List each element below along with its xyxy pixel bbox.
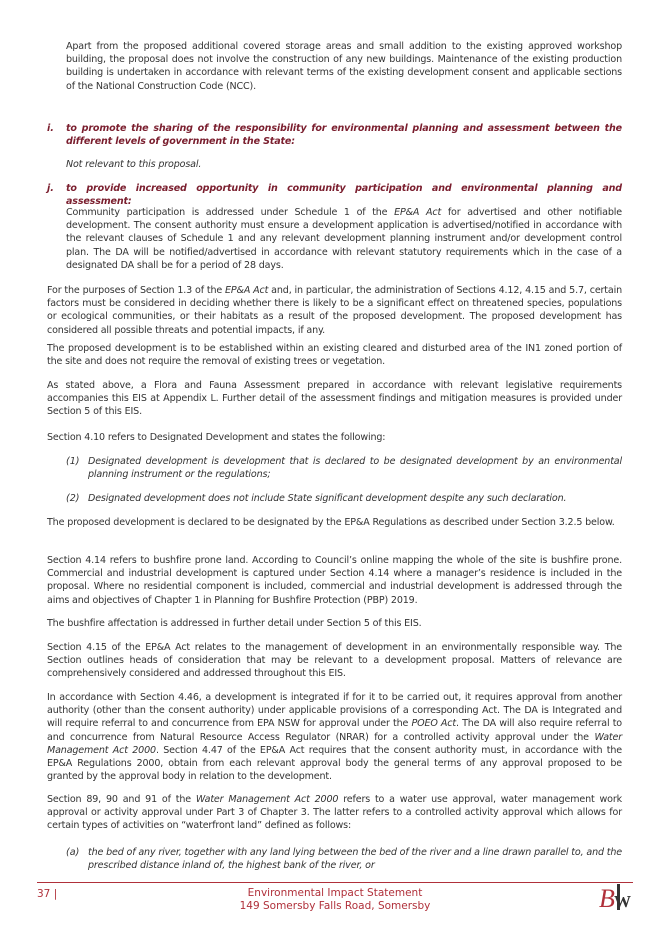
heading-j-text: to provide increased opportunity in community participation and environmental planning and assessment: xyxy=(66,183,622,208)
paragraph-text: The bushfire affectation is addressed in further detail under Section 5 of this EIS. xyxy=(47,618,422,629)
definition-item-label: (a) xyxy=(66,847,80,858)
text-run: For the purposes of Section 1.3 of the xyxy=(47,285,226,296)
heading-j-label: j. xyxy=(47,183,54,194)
text-run: refers to a water use approval, water management work approval or activity approval under Part 3 of Chapter 3. The latter refers to a controlled activity approval which allows for certain types of activities on “waterfront land” defined as follows: xyxy=(47,794,622,832)
text-run: and, in particular, the administration of Sections 4.12, 4.15 and 5.7, certain factors must be considered in deciding whether there is likely to be a significant effect on threatened species, populations or ecological communities, or their habitats as a result of the proposed development. The proposed development has considered all possible threats and potential impacts, if any. xyxy=(47,285,623,336)
quote-item-label: (1) xyxy=(66,456,80,467)
act-name: EP&A Act xyxy=(394,207,442,218)
paragraph-text: Section 4.14 refers to bushfire prone land. According to Council’s online mapping the whole of the site is bushfire prone. Commercial and industrial development is captured under Section 4.14 where a manager’s residence is included in the proposal. Where no residential component is included, commercial and industrial development is addressed through the aims and objectives of Chapter 1 in Planning for Bushfire Protection (PBP) 2019. xyxy=(47,555,622,606)
heading-i-label: i. xyxy=(47,123,54,134)
logo-letter-b: B xyxy=(599,884,615,913)
paragraph-in1-zone xyxy=(47,342,622,368)
page-number: 37 | xyxy=(37,888,58,900)
text-run: for advertised and other notifiable development. The consent authority must ensure a development application is advertised/notified in accordance with the relevant clauses of Schedule 1 and any relevant development planning instrument and/or development control plan. The DA will be notified/advertised in accordance with relevant statutory requirements which in the case of a designated DA shall be for a period of 28 days. xyxy=(66,207,622,271)
text-run: . Section 4.47 of the EP&A Act requires that the consent authority must, in accordance with the EP&A Regulations 2000, obtain from each relevant approval body the general terms of any approval proposed to be granted by the approval body in relation to the development. xyxy=(47,744,622,783)
paragraph-text: As stated above, a Flora and Fauna Assessment prepared in accordance with relevant legislative requirements accompanies this EIS at Appendix L. Further detail of the assessment findings and mitigation measures is provided under Section 5 of this EIS. xyxy=(47,380,622,418)
paragraph-text: Section 4.10 refers to Designated Development and states the following: xyxy=(47,432,386,443)
definition-item-text: the bed of any river, together with any land lying between the bed of the river and a line drawn parallel to, and the prescribed distance inland of, the highest bank of the river, or xyxy=(88,847,622,872)
text-run: In accordance with Section 4.46, a development is integrated if for it to be carried out, it requires approval from another authority (other than the consent authority) under applicable provisions of a corresponding Act. The DA is Integrated and will require referral to and concurrence from EPA NSW for approval under the xyxy=(47,692,622,730)
footer-title-block xyxy=(185,887,485,912)
paragraph-not-relevant xyxy=(66,158,622,171)
paragraph-section-4-46 xyxy=(47,691,622,783)
paragraph-designated xyxy=(47,516,622,529)
paragraph-bushfire xyxy=(47,617,622,630)
heading-i-text: to promote the sharing of the responsibility for environmental planning and assessment between the different levels of government in the State: xyxy=(66,123,622,148)
footer-divider xyxy=(37,882,633,883)
logo-letter-w: W xyxy=(614,892,631,911)
paragraph-text xyxy=(47,691,622,783)
paragraph-text: The proposed development is declared to be designated by the EP&A Regulations as described under Section 3.2.5 below. xyxy=(47,517,615,528)
paragraph-text: Not relevant to this proposal. xyxy=(66,159,202,170)
act-name: POEO Act xyxy=(411,718,456,730)
footer-title: Environmental Impact Statement xyxy=(247,887,423,899)
paragraph-storage-areas xyxy=(66,40,622,93)
paragraph-community-participation xyxy=(66,206,622,272)
text-run: Section 89, 90 and 91 of the xyxy=(47,794,196,805)
quote-item-text: Designated development does not include State significant development despite any such declaration. xyxy=(88,493,567,504)
paragraph-text: The proposed development is to be established within an existing cleared and disturbed area of the IN1 zoned portion of the site and does not require the removal of existing trees or vegetation. xyxy=(47,343,622,368)
company-logo xyxy=(598,880,634,914)
text-run: Community participation is addressed under Schedule 1 of the xyxy=(66,207,395,218)
paragraph-text xyxy=(47,284,622,337)
paragraph-section-4-15 xyxy=(47,641,622,681)
paragraph-section-1-3 xyxy=(47,284,622,337)
quote-item-text: Designated development is development that is declared to be designated development by an environmental planning instrument or the regulations; xyxy=(88,456,622,481)
act-name: Water Management Act 2000 xyxy=(195,794,339,805)
paragraph-section-4-14 xyxy=(47,554,622,607)
paragraph-text xyxy=(47,793,622,833)
act-name: EP&A Act xyxy=(225,285,269,296)
paragraph-text: Section 4.15 of the EP&A Act relates to the management of development in an environmentally responsible way. The Section outlines heads of consideration that may be relevant to a development proposal. Matters of relevance are comprehensively considered and addressed throughout this EIS. xyxy=(47,642,622,680)
text-run: . The DA will also require referral to and concurrence from Natural Resource Access Regulator (NRAR) for a controlled activity approval under the xyxy=(47,718,622,743)
paragraph-text xyxy=(66,206,622,272)
paragraph-section-89 xyxy=(47,793,622,833)
paragraph-flora-fauna xyxy=(47,379,622,419)
quote-item-label: (2) xyxy=(66,493,80,504)
paragraph-text: Apart from the proposed additional covered storage areas and small addition to the existing approved workshop building, the proposal does not involve the construction of any new buildings. Maintenance of the existing production building is undertaken in accordance with relevant terms of the existing development consent and applicable sections of the National Construction Code (NCC). xyxy=(66,41,622,92)
footer-address: 149 Somersby Falls Road, Somersby xyxy=(239,899,431,912)
act-name: Water Management Act 2000 xyxy=(47,731,622,756)
paragraph-section-4-10 xyxy=(47,431,622,444)
